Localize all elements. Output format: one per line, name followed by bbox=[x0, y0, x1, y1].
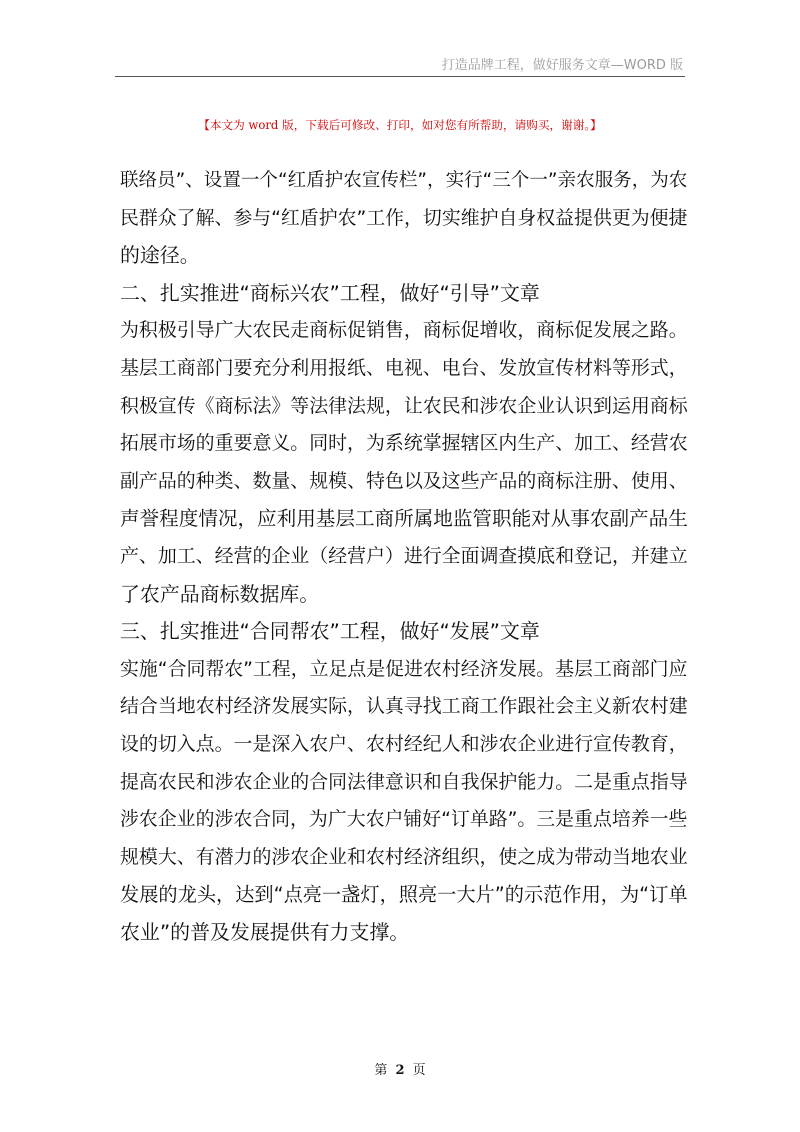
body-line: 联络员”、设置一个“红盾护农宣传栏”，实行“三个一”亲农服务，为农 bbox=[120, 170, 688, 191]
body-line: 涉农企业的涉农合同，为广大农户铺好“订单路”。三是重点培养一些 bbox=[120, 808, 688, 831]
header-title: 打造品牌工程，做好服务文章—WORD 版 bbox=[441, 58, 683, 73]
body-line: 基层工商部门要充分利用报纸、电视、电台、发放宣传材料等形式， bbox=[120, 356, 688, 379]
body-line: 提高农民和涉农企业的合同法律意识和自我保护能力。二是重点指导 bbox=[120, 770, 688, 793]
body-line: 产、加工、经营的企业（经营户）进行全面调查摸底和登记，并建立 bbox=[120, 544, 688, 567]
page-number: 2 bbox=[395, 1063, 405, 1078]
body-line: 为积极引导广大农民走商标促销售，商标促增收，商标促发展之路。 bbox=[120, 319, 688, 342]
section-heading-2: 二、扎实推进“商标兴农”工程，做好“引导”文章 bbox=[120, 281, 540, 305]
download-notice: 【本文为 word 版，下载后可修改、打印，如对您有所帮助，请购买，谢谢。】 bbox=[198, 118, 602, 132]
page-suffix: 页 bbox=[412, 1063, 426, 1078]
page-footer bbox=[0, 1059, 800, 1078]
body-line: 设的切入点。一是深入农户、农村经纪人和涉农企业进行宣传教育， bbox=[120, 732, 688, 755]
body-line: 结合当地农村经济发展实际，认真寻找工商工作跟社会主义新农村建 bbox=[120, 695, 688, 718]
document-body bbox=[120, 162, 690, 951]
page-prefix: 第 bbox=[374, 1063, 388, 1078]
body-line: 民群众了解、参与“红盾护农”工作，切实维护自身权益提供更为便捷 bbox=[120, 206, 688, 229]
section-heading-3: 三、扎实推进“合同帮农”工程，做好“发展”文章 bbox=[120, 620, 540, 644]
body-line: 积极宣传《商标法》等法律法规，让农民和涉农企业认识到运用商标 bbox=[120, 394, 688, 417]
body-line: 拓展市场的重要意义。同时，为系统掌握辖区内生产、加工、经营农 bbox=[120, 432, 688, 455]
body-line: 副产品的种类、数量、规模、特色以及这些产品的商标注册、使用、 bbox=[120, 469, 688, 492]
body-line: 声誉程度情况，应利用基层工商所属地监管职能对从事农副产品生 bbox=[120, 507, 688, 531]
body-line: 的途径。 bbox=[120, 244, 200, 268]
body-line: 了农产品商标数据库。 bbox=[120, 582, 320, 606]
body-line: 发展的龙头，达到“点亮一盏灯，照亮一大片”的示范作用，为“订单 bbox=[120, 883, 688, 907]
page-header bbox=[115, 54, 685, 77]
body-line: 农业”的普及发展提供有力支撑。 bbox=[120, 920, 410, 944]
body-line: 规模大、有潜力的涉农企业和农村经济组织，使之成为带动当地农业 bbox=[120, 845, 688, 868]
body-line: 实施“合同帮农”工程，立足点是促进农村经济发展。基层工商部门应 bbox=[120, 657, 688, 680]
